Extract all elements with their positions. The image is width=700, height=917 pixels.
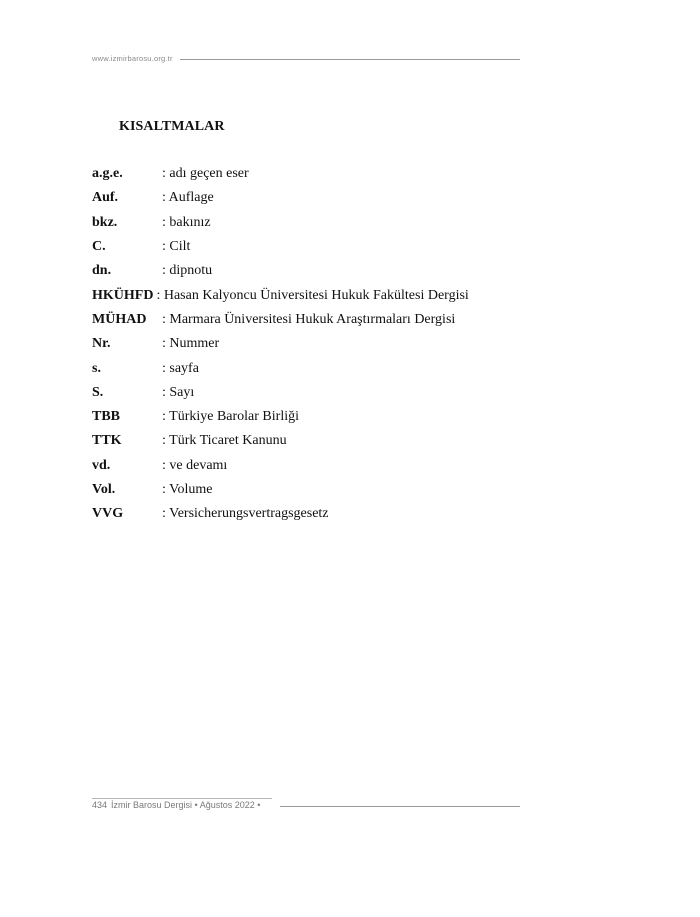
abbreviation-term: dn. — [92, 263, 112, 279]
page-number: 434 — [92, 800, 108, 810]
abbreviation-row — [92, 283, 532, 307]
footer-divider — [280, 806, 520, 807]
abbreviation-definition: : Hasan Kalyoncu Üniversitesi Hukuk Fakültesi Dergisi — [156, 287, 469, 303]
abbreviation-term: a.g.e. — [92, 166, 123, 182]
journal-citation: İzmir Barosu Dergisi • Ağustos 2022 • — [111, 800, 261, 810]
abbreviation-term: vd. — [92, 457, 111, 473]
abbreviation-row — [92, 454, 532, 478]
abbreviation-row — [92, 356, 532, 380]
abbreviation-definition: : Volume — [162, 482, 213, 497]
abbreviation-term: HKÜHFD — [92, 287, 154, 303]
abbreviation-term: VVG — [92, 506, 124, 522]
abbreviation-row — [92, 429, 532, 453]
abbreviation-definition: : Versicherungsvertragsgesetz — [162, 506, 329, 522]
page-header — [92, 54, 520, 66]
abbreviation-term: TTK — [92, 433, 122, 449]
abbreviation-definition: : Nummer — [162, 336, 220, 352]
abbreviation-row — [92, 211, 532, 235]
abbreviation-term: Nr. — [92, 336, 111, 352]
abbreviation-definition: : adı geçen eser — [162, 166, 249, 182]
abbreviation-row — [92, 259, 532, 283]
abbreviation-term: MÜHAD — [92, 311, 147, 327]
abbreviation-definition: : bakınız — [162, 214, 211, 230]
section-title: KISALTMALAR — [119, 119, 225, 134]
abbreviation-row — [92, 162, 532, 186]
abbreviation-row — [92, 235, 532, 259]
abbreviation-term: Auf. — [92, 190, 119, 206]
header-divider — [180, 59, 520, 60]
footer-text — [92, 800, 260, 810]
abbreviation-row — [92, 502, 532, 526]
abbreviation-term: s. — [92, 360, 101, 376]
abbreviation-list — [92, 162, 532, 526]
abbreviation-definition: : Sayı — [162, 384, 195, 400]
abbreviation-term: S. — [92, 384, 104, 400]
abbreviation-row — [92, 478, 532, 502]
page-footer — [92, 800, 520, 814]
abbreviation-definition: : dipnotu — [162, 263, 213, 279]
abbreviation-definition: : sayfa — [162, 360, 199, 376]
abbreviation-row — [92, 405, 532, 429]
abbreviation-term: C. — [92, 239, 106, 255]
abbreviation-row — [92, 381, 532, 405]
abbreviation-definition: : Türkiye Barolar Birliği — [162, 409, 299, 425]
abbreviation-definition: : ve devamı — [162, 457, 228, 473]
abbreviation-term: bkz. — [92, 214, 118, 230]
abbreviation-term: Vol. — [92, 482, 116, 497]
abbreviation-definition: : Türk Ticaret Kanunu — [162, 433, 287, 449]
abbreviation-row — [92, 308, 532, 332]
footer-accent-line — [92, 798, 272, 799]
abbreviation-definition: : Auflage — [162, 190, 214, 206]
abbreviation-definition: : Marmara Üniversitesi Hukuk Araştırmaları Dergisi — [162, 311, 456, 327]
abbreviation-term: TBB — [92, 409, 121, 425]
header-url: www.izmirbarosu.org.tr — [92, 54, 173, 63]
abbreviation-row — [92, 186, 532, 210]
abbreviation-definition: : Cilt — [162, 239, 191, 255]
abbreviation-row — [92, 332, 532, 356]
